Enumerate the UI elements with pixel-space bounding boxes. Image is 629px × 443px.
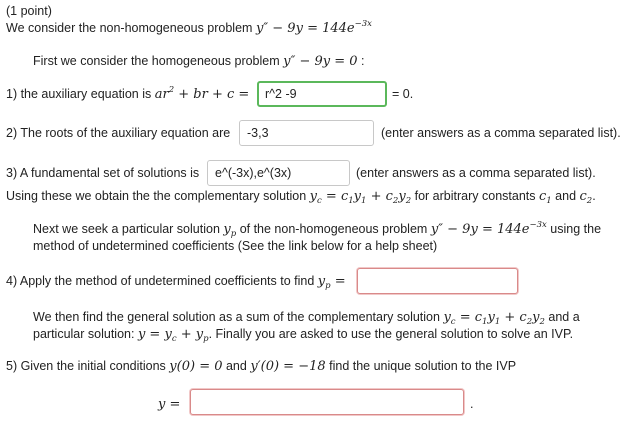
q5-prompt: 5) Given the initial conditions y(0) = 0 and y′(0) = −18 find the unique solution to the IVP: [6, 359, 517, 374]
complementary-statement: Using these we obtain the the complementary solution $y_c = c_1y_1 + c_2y_2$ for arbitrary constants $c_1$ and $c_2$.: [6, 189, 596, 206]
q4-prompt: 4) Apply the method of undetermined coefficients to find $y_p$ =: [6, 274, 346, 291]
points-label: (1 point): [6, 4, 52, 18]
particular-statement-cont: method of undetermined coefficients (See the link below for a help sheet): [33, 239, 438, 253]
q3-prompt: 3) A fundamental set of solutions is: [6, 166, 200, 180]
homogeneous-statement: First we consider the homogeneous problem y″ − 9y = 0 :: [33, 54, 365, 69]
final-period: .: [470, 397, 474, 411]
fundamental-set-input[interactable]: e^(-3x),e^(3x): [207, 160, 350, 186]
ode-equation: $y'' - 9y = 144e^{-3x}$: [255, 19, 372, 36]
q2-hint: (enter answers as a comma separated list).: [381, 126, 621, 140]
q1-prompt: 1) the auxiliary equation is $ar^2$ + br + c =: [6, 85, 250, 102]
final-y-label: y =: [158, 397, 181, 412]
auxiliary-equation-input[interactable]: r^2 -9: [257, 81, 387, 107]
problem-statement: We consider the non-homogeneous problem $y'' - 9y = 144e^{-3x}$: [6, 19, 372, 36]
q1-equals-zero: = 0.: [392, 87, 414, 101]
particular-statement: Next we seek a particular solution $y_p$ of the non-homogeneous problem $y'' - 9y = 144e^{-3x}$ using the: [33, 220, 602, 239]
general-statement: We then find the general solution as a sum of the complementary solution $y_c = c_1y_1 + c_2y_2$ and a: [33, 310, 580, 327]
general-statement-cont: particular solution: $y = y_c + y_p$. Finally you are asked to use the general solution to solve an IVP.: [33, 327, 574, 344]
roots-input[interactable]: -3,3: [239, 120, 374, 146]
q2-prompt: 2) The roots of the auxiliary equation are: [6, 126, 231, 140]
particular-solution-input[interactable]: [357, 268, 518, 294]
q3-hint: (enter answers as a comma separated list).: [356, 166, 596, 180]
ivp-solution-input[interactable]: [190, 389, 464, 415]
